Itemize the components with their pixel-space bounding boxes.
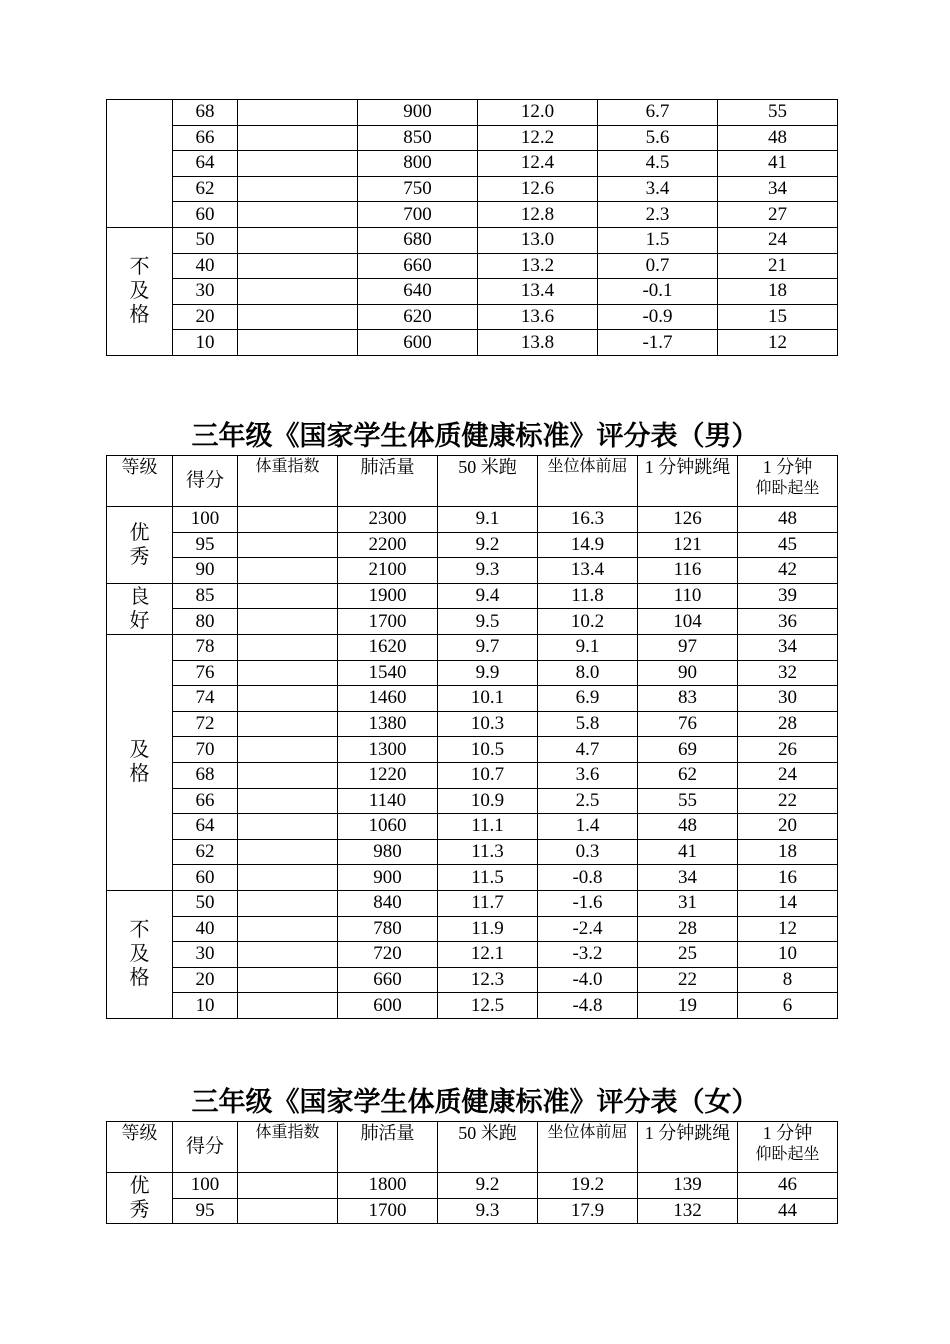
table-cell: 8.0 xyxy=(538,660,638,686)
table-cell: 9.1 xyxy=(438,507,538,533)
table-cell: 18 xyxy=(738,839,838,865)
table-cell: 9.9 xyxy=(438,660,538,686)
table-cell xyxy=(238,304,358,330)
table-cell: 36 xyxy=(738,609,838,635)
table-cell: 1540 xyxy=(338,660,438,686)
table-cell: 5.8 xyxy=(538,711,638,737)
table-cell: 28 xyxy=(638,916,738,942)
header-vital-capacity: 肺活量 xyxy=(338,456,438,507)
table-cell: 72 xyxy=(173,711,238,737)
table-cell: 30 xyxy=(738,686,838,712)
header-sit-ups: 1 分钟 仰卧起坐 xyxy=(738,456,838,507)
table-cell: 20 xyxy=(173,304,238,330)
table-cell: 18 xyxy=(718,279,838,305)
table-cell: 1060 xyxy=(338,814,438,840)
table-cell: 12.3 xyxy=(438,967,538,993)
grade-cell: 优 秀 xyxy=(107,507,173,584)
table-cell xyxy=(238,916,338,942)
table-cell: 900 xyxy=(338,865,438,891)
table-cell: 48 xyxy=(738,507,838,533)
table-cell: 90 xyxy=(638,660,738,686)
table-cell: 780 xyxy=(338,916,438,942)
table-cell xyxy=(238,227,358,253)
table-cell: 9.7 xyxy=(438,634,538,660)
table-cell: 70 xyxy=(173,737,238,763)
table-cell: 55 xyxy=(718,100,838,126)
table-row xyxy=(107,660,838,686)
table-cell: 2300 xyxy=(338,507,438,533)
table-cell: 10.3 xyxy=(438,711,538,737)
table-row xyxy=(107,890,838,916)
table-cell: 10 xyxy=(738,942,838,968)
header-bmi: 体重指数 xyxy=(238,456,338,507)
table-row xyxy=(107,737,838,763)
table-cell: 20 xyxy=(173,967,238,993)
table-row xyxy=(107,330,838,356)
table-cell: 1700 xyxy=(338,1198,438,1224)
table-cell: 5.6 xyxy=(598,125,718,151)
table-cell: 13.0 xyxy=(478,227,598,253)
table-cell: 8 xyxy=(738,967,838,993)
table-cell: 95 xyxy=(173,1198,238,1224)
table-cell: 12.5 xyxy=(438,993,538,1019)
table-cell xyxy=(238,788,338,814)
table-row xyxy=(107,967,838,993)
header-50m-run: 50 米跑 xyxy=(438,1122,538,1173)
table-cell: 26 xyxy=(738,737,838,763)
table-cell: 9.3 xyxy=(438,558,538,584)
table-cell: 30 xyxy=(173,942,238,968)
table-cell xyxy=(238,279,358,305)
table-row xyxy=(107,839,838,865)
table-cell: 68 xyxy=(173,100,238,126)
table-cell: 97 xyxy=(638,634,738,660)
table-cell: 12 xyxy=(738,916,838,942)
table-cell: 68 xyxy=(173,762,238,788)
table-cell: 42 xyxy=(738,558,838,584)
table-cell: 22 xyxy=(738,788,838,814)
table-cell: 16.3 xyxy=(538,507,638,533)
header-rope-skipping: 1 分钟跳绳 xyxy=(638,1122,738,1173)
table-cell: 48 xyxy=(638,814,738,840)
table-cell: 19 xyxy=(638,993,738,1019)
table-cell: 46 xyxy=(738,1173,838,1199)
table-cell: 50 xyxy=(173,890,238,916)
table-cell: 116 xyxy=(638,558,738,584)
table-row xyxy=(107,865,838,891)
table-cell: 980 xyxy=(338,839,438,865)
table-cell xyxy=(238,507,338,533)
table-cell: 1.5 xyxy=(598,227,718,253)
table-cell: 21 xyxy=(718,253,838,279)
table-cell: 11.9 xyxy=(438,916,538,942)
table-cell: 12.4 xyxy=(478,151,598,177)
table-row xyxy=(107,609,838,635)
table-cell: 104 xyxy=(638,609,738,635)
table-cell: 4.7 xyxy=(538,737,638,763)
table-cell: 6 xyxy=(738,993,838,1019)
table-cell xyxy=(238,583,338,609)
table-cell: 10.9 xyxy=(438,788,538,814)
table-cell: 750 xyxy=(358,176,478,202)
table-cell: 9.2 xyxy=(438,532,538,558)
header-score: 得分 xyxy=(173,456,238,507)
table-cell: 1900 xyxy=(338,583,438,609)
table-row xyxy=(107,916,838,942)
table-cell: 660 xyxy=(338,967,438,993)
table-cell: 680 xyxy=(358,227,478,253)
table-cell: 1.4 xyxy=(538,814,638,840)
table-cell xyxy=(238,609,338,635)
table-row xyxy=(107,304,838,330)
table-cell: 6.9 xyxy=(538,686,638,712)
table-row xyxy=(107,762,838,788)
table-row xyxy=(107,151,838,177)
header-sit-and-reach: 坐位体前屈 xyxy=(538,1122,638,1173)
table-cell: 69 xyxy=(638,737,738,763)
table-cell xyxy=(238,125,358,151)
table-cell: 83 xyxy=(638,686,738,712)
table-cell: 1700 xyxy=(338,609,438,635)
table-cell: 100 xyxy=(173,507,238,533)
header-score: 得分 xyxy=(173,1122,238,1173)
table-cell: 40 xyxy=(173,916,238,942)
table-cell: 66 xyxy=(173,788,238,814)
table-cell: 9.5 xyxy=(438,609,538,635)
table-cell: 13.2 xyxy=(478,253,598,279)
table-cell: 24 xyxy=(718,227,838,253)
table-cell: 24 xyxy=(738,762,838,788)
table-cell: 12 xyxy=(718,330,838,356)
table-cell xyxy=(238,839,338,865)
table-cell xyxy=(238,202,358,228)
grade-cell: 不 及 格 xyxy=(107,890,173,1018)
table-cell: 2.3 xyxy=(598,202,718,228)
table-cell: 20 xyxy=(738,814,838,840)
table-cell: 2200 xyxy=(338,532,438,558)
table-row xyxy=(107,711,838,737)
table-cell: 95 xyxy=(173,532,238,558)
header-sit-ups: 1 分钟 仰卧起坐 xyxy=(738,1122,838,1173)
table-row xyxy=(107,227,838,253)
table-cell: -4.0 xyxy=(538,967,638,993)
table-cell: -0.1 xyxy=(598,279,718,305)
table-cell: 11.3 xyxy=(438,839,538,865)
table-cell: 66 xyxy=(173,125,238,151)
header-rope-skipping: 1 分钟跳绳 xyxy=(638,456,738,507)
header-grade: 等级 xyxy=(107,456,173,507)
table-cell: 22 xyxy=(638,967,738,993)
table-cell: 640 xyxy=(358,279,478,305)
table-cell xyxy=(238,865,338,891)
table-cell: 800 xyxy=(358,151,478,177)
table-cell: 2.5 xyxy=(538,788,638,814)
table-cell xyxy=(238,176,358,202)
table-cell: 600 xyxy=(358,330,478,356)
table-cell xyxy=(238,532,338,558)
table-title-female: 三年级《国家学生体质健康标准》评分表（女） xyxy=(191,1087,759,1118)
table-cell: 3.6 xyxy=(538,762,638,788)
grade-cell: 不 及 格 xyxy=(107,227,173,355)
table-cell xyxy=(238,814,338,840)
table-cell: -0.8 xyxy=(538,865,638,891)
score-table-male xyxy=(106,455,838,1019)
table-row xyxy=(107,1173,838,1199)
table-row xyxy=(107,1198,838,1224)
table-cell: 1380 xyxy=(338,711,438,737)
table-cell: 31 xyxy=(638,890,738,916)
table-cell xyxy=(238,686,338,712)
table-cell: 10.2 xyxy=(538,609,638,635)
header-row xyxy=(107,1122,838,1173)
table-row xyxy=(107,279,838,305)
table-cell: 11.1 xyxy=(438,814,538,840)
table-cell: 41 xyxy=(638,839,738,865)
table-cell: 620 xyxy=(358,304,478,330)
table-cell: 64 xyxy=(173,814,238,840)
header-bmi: 体重指数 xyxy=(238,1122,338,1173)
table-cell xyxy=(238,330,358,356)
table-cell: 9.2 xyxy=(438,1173,538,1199)
table-cell: 0.3 xyxy=(538,839,638,865)
table-cell: 44 xyxy=(738,1198,838,1224)
table-cell: 34 xyxy=(738,634,838,660)
table-cell: 3.4 xyxy=(598,176,718,202)
table-cell xyxy=(238,942,338,968)
table-row xyxy=(107,125,838,151)
table-cell xyxy=(238,1198,338,1224)
table-cell: -1.7 xyxy=(598,330,718,356)
table-cell: 1800 xyxy=(338,1173,438,1199)
score-table-continued xyxy=(106,99,838,356)
table-cell: 900 xyxy=(358,100,478,126)
table-cell: -1.6 xyxy=(538,890,638,916)
table-cell: -3.2 xyxy=(538,942,638,968)
table-row xyxy=(107,507,838,533)
table-cell: 32 xyxy=(738,660,838,686)
table-cell: 55 xyxy=(638,788,738,814)
table-cell: 110 xyxy=(638,583,738,609)
table-cell: 80 xyxy=(173,609,238,635)
table-cell: 660 xyxy=(358,253,478,279)
table-cell: 85 xyxy=(173,583,238,609)
table-title-male: 三年级《国家学生体质健康标准》评分表（男） xyxy=(191,421,759,452)
table-cell: 62 xyxy=(173,839,238,865)
table-cell: 41 xyxy=(718,151,838,177)
header-50m-run: 50 米跑 xyxy=(438,456,538,507)
table-cell: -4.8 xyxy=(538,993,638,1019)
table-cell: 50 xyxy=(173,227,238,253)
table-cell: 600 xyxy=(338,993,438,1019)
table-cell xyxy=(238,993,338,1019)
table-cell: 25 xyxy=(638,942,738,968)
table-cell xyxy=(238,762,338,788)
table-cell: -0.9 xyxy=(598,304,718,330)
table-row xyxy=(107,532,838,558)
table-cell xyxy=(238,151,358,177)
table-cell: 12.2 xyxy=(478,125,598,151)
table-cell: 45 xyxy=(738,532,838,558)
table-cell: 27 xyxy=(718,202,838,228)
table-cell: 0.7 xyxy=(598,253,718,279)
table-row xyxy=(107,993,838,1019)
table-cell: 12.0 xyxy=(478,100,598,126)
table-cell: 9.1 xyxy=(538,634,638,660)
table-row xyxy=(107,634,838,660)
table-cell: 19.2 xyxy=(538,1173,638,1199)
table-cell: 76 xyxy=(638,711,738,737)
grade-cell: 良 好 xyxy=(107,583,173,634)
table-cell xyxy=(238,1173,338,1199)
table-row xyxy=(107,942,838,968)
table-cell: 850 xyxy=(358,125,478,151)
table-cell xyxy=(238,253,358,279)
table-cell: 10 xyxy=(173,330,238,356)
table-cell: 1620 xyxy=(338,634,438,660)
table-cell: 28 xyxy=(738,711,838,737)
table-cell: 30 xyxy=(173,279,238,305)
table-cell: 64 xyxy=(173,151,238,177)
table-cell: 62 xyxy=(638,762,738,788)
table-cell: 11.5 xyxy=(438,865,538,891)
table-cell: 34 xyxy=(638,865,738,891)
table-cell: 40 xyxy=(173,253,238,279)
table-cell: 12.1 xyxy=(438,942,538,968)
table-cell: 10.5 xyxy=(438,737,538,763)
table-cell: 9.3 xyxy=(438,1198,538,1224)
table-cell: 840 xyxy=(338,890,438,916)
grade-cell xyxy=(107,100,173,228)
table-row xyxy=(107,253,838,279)
table-cell: 13.8 xyxy=(478,330,598,356)
table-cell: 34 xyxy=(718,176,838,202)
table-cell: 121 xyxy=(638,532,738,558)
table-cell: 11.8 xyxy=(538,583,638,609)
header-grade: 等级 xyxy=(107,1122,173,1173)
table-cell xyxy=(238,711,338,737)
header-vital-capacity: 肺活量 xyxy=(338,1122,438,1173)
header-row xyxy=(107,456,838,507)
table-cell: 9.4 xyxy=(438,583,538,609)
table-cell: 720 xyxy=(338,942,438,968)
table-cell: 17.9 xyxy=(538,1198,638,1224)
table-cell: 10.7 xyxy=(438,762,538,788)
table-row xyxy=(107,814,838,840)
table-cell: 62 xyxy=(173,176,238,202)
table-row xyxy=(107,202,838,228)
table-cell: 10.1 xyxy=(438,686,538,712)
header-sit-and-reach: 坐位体前屈 xyxy=(538,456,638,507)
table-cell: 48 xyxy=(718,125,838,151)
table-cell: 139 xyxy=(638,1173,738,1199)
table-cell xyxy=(238,558,338,584)
table-row xyxy=(107,176,838,202)
table-cell: 1300 xyxy=(338,737,438,763)
score-table-female xyxy=(106,1121,838,1224)
table-cell xyxy=(238,890,338,916)
table-row xyxy=(107,686,838,712)
table-cell: 10 xyxy=(173,993,238,1019)
table-cell xyxy=(238,100,358,126)
table-cell: 60 xyxy=(173,865,238,891)
table-cell: 2100 xyxy=(338,558,438,584)
table-cell: 132 xyxy=(638,1198,738,1224)
table-cell: 12.8 xyxy=(478,202,598,228)
table-cell: 100 xyxy=(173,1173,238,1199)
table-cell xyxy=(238,660,338,686)
grade-cell: 优 秀 xyxy=(107,1173,173,1224)
table-cell: 15 xyxy=(718,304,838,330)
table-cell: 39 xyxy=(738,583,838,609)
table-cell: 1220 xyxy=(338,762,438,788)
table-cell: 700 xyxy=(358,202,478,228)
table-row xyxy=(107,788,838,814)
table-cell: 4.5 xyxy=(598,151,718,177)
table-cell xyxy=(238,737,338,763)
grade-cell: 及 格 xyxy=(107,634,173,890)
table-cell: 14.9 xyxy=(538,532,638,558)
table-cell: 12.6 xyxy=(478,176,598,202)
table-row xyxy=(107,558,838,584)
table-cell: 76 xyxy=(173,660,238,686)
table-cell: 1140 xyxy=(338,788,438,814)
table-cell xyxy=(238,967,338,993)
table-cell: 126 xyxy=(638,507,738,533)
table-cell: 14 xyxy=(738,890,838,916)
table-cell: 74 xyxy=(173,686,238,712)
table-cell: 60 xyxy=(173,202,238,228)
table-cell: 1460 xyxy=(338,686,438,712)
table-cell: 13.6 xyxy=(478,304,598,330)
table-cell xyxy=(238,634,338,660)
table-cell: 13.4 xyxy=(478,279,598,305)
table-cell: 13.4 xyxy=(538,558,638,584)
table-cell: 90 xyxy=(173,558,238,584)
table-cell: 78 xyxy=(173,634,238,660)
table-row xyxy=(107,100,838,126)
table-row xyxy=(107,583,838,609)
table-cell: 16 xyxy=(738,865,838,891)
table-cell: 11.7 xyxy=(438,890,538,916)
table-cell: 6.7 xyxy=(598,100,718,126)
table-cell: -2.4 xyxy=(538,916,638,942)
